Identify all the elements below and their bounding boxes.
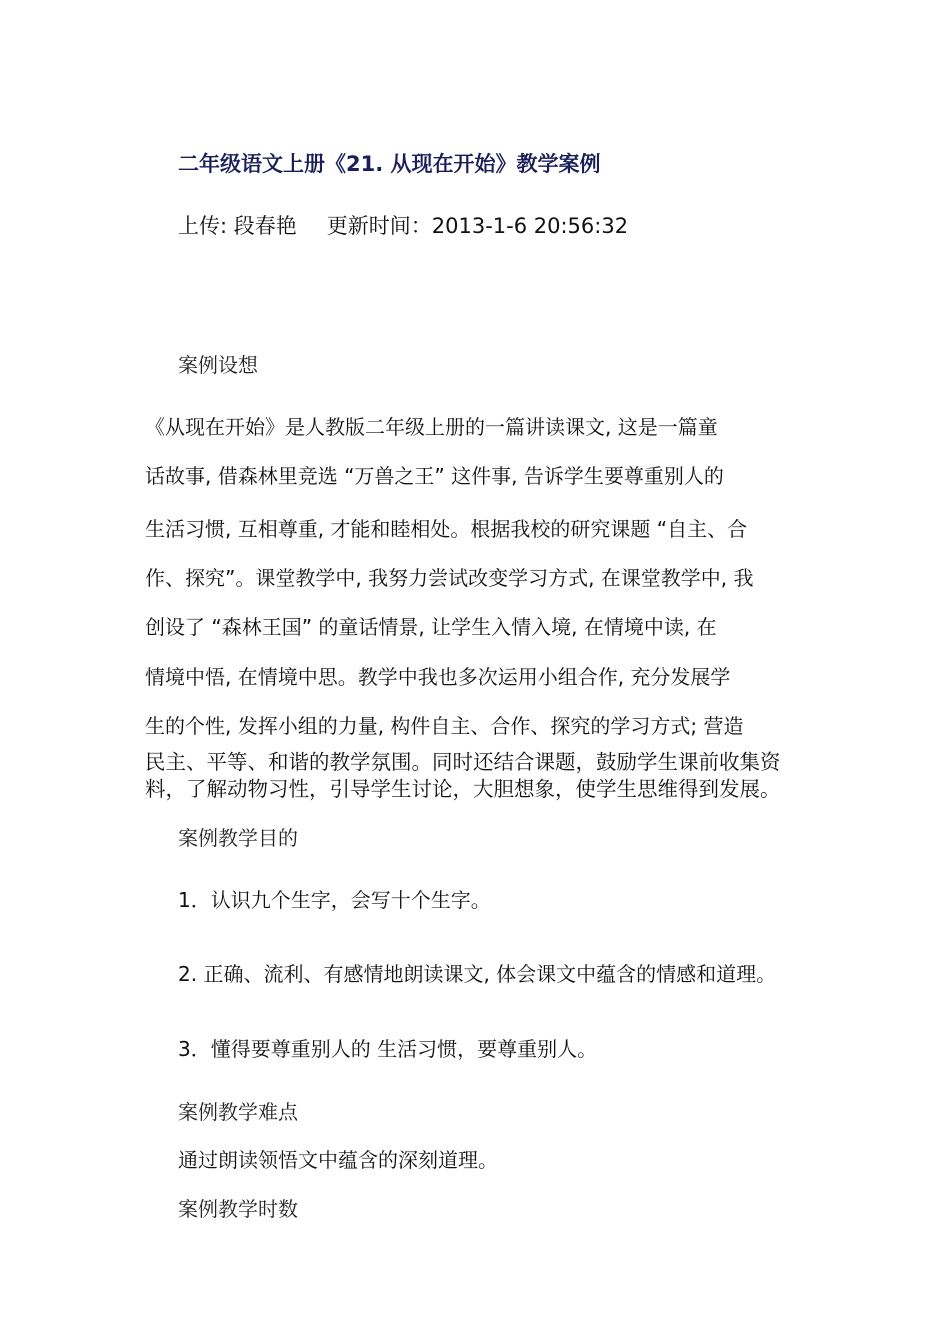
paragraph-line: 话故事, 借森林里竞选 “万兽之王” 这件事, 告诉学生要尊重别人的 (145, 464, 724, 488)
paragraph-line: 创设了 “森林王国” 的童话情景, 让学生入情入境, 在情境中读, 在 (145, 615, 717, 639)
document-title: 二年级语文上册《21. 从现在开始》教学案例 (178, 152, 601, 176)
paragraph-line: 《从现在开始》是人教版二年级上册的一篇讲读课文, 这是一篇童 (145, 415, 718, 439)
goal-item: 3．懂得要尊重别人的 生活习惯，要尊重别人。 (178, 1037, 598, 1061)
paragraph-line: 生的个性, 发挥小组的力量, 构件自主、合作、探究的学习方式; 营造 (145, 714, 744, 738)
upload-meta (178, 210, 628, 240)
paragraph-line: 民主、平等、和谐的教学氛围。同时还结合课题，鼓励学生课前收集资 (145, 750, 781, 774)
paragraph-line: 生活习惯, 互相尊重, 才能和睦相处。根据我校的研究课题 “自主、合 (145, 517, 748, 541)
section-heading-design: 案例设想 (178, 353, 258, 377)
paragraph-line: 料，了解动物习性，引导学生讨论，大胆想象，使学生思维得到发展。 (145, 777, 781, 801)
difficulty-text: 通过朗读领悟文中蕴含的深刻道理。 (178, 1148, 498, 1172)
section-heading-goals: 案例教学目的 (178, 826, 298, 850)
section-heading-hours: 案例教学时数 (178, 1197, 298, 1221)
section-heading-difficulty: 案例教学难点 (178, 1100, 298, 1124)
uploader: 上传: 段春艳 (178, 214, 297, 238)
goal-item: 1．认识九个生字，会写十个生字。 (178, 888, 491, 912)
update-time: 更新时间：2013-1-6 20:56:32 (326, 214, 629, 238)
goal-item: 2. 正确、流利、有感情地朗读课文, 体会课文中蕴含的情感和道理。 (178, 962, 777, 986)
paragraph-line: 作、探究”。课堂教学中, 我努力尝试改变学习方式, 在课堂教学中, 我 (145, 566, 754, 590)
paragraph-line: 情境中悟, 在情境中思。教学中我也多次运用小组合作, 充分发展学 (145, 665, 731, 689)
